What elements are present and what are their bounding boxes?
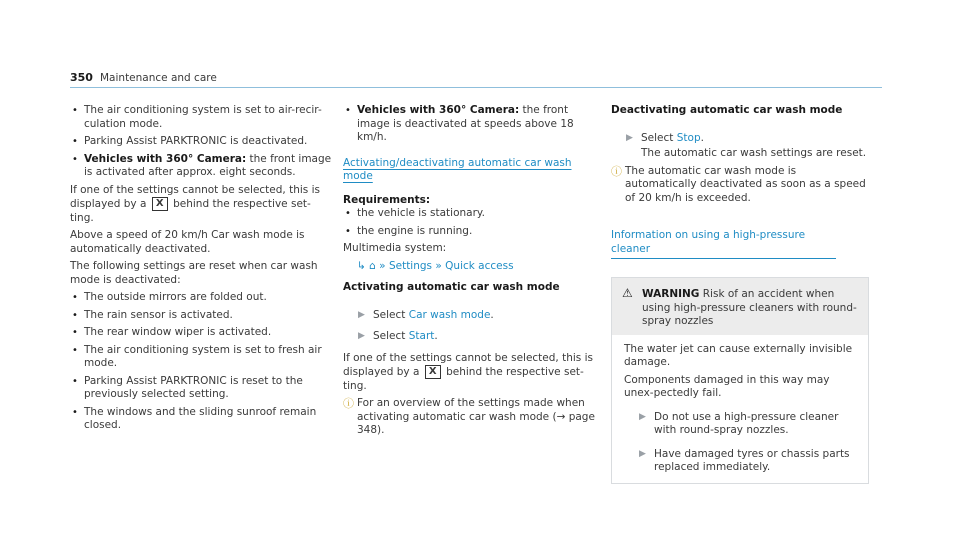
start-link[interactable]: Start xyxy=(408,330,435,342)
menu-settings[interactable]: Settings xyxy=(388,259,433,272)
step-triangle-icon: ▶ xyxy=(639,448,646,459)
home-icon[interactable]: ⌂ xyxy=(369,259,376,272)
bullet-icon: • xyxy=(72,292,78,303)
column-3 xyxy=(611,104,869,484)
column-1 xyxy=(70,104,332,437)
x-indicator-icon: X xyxy=(425,365,441,379)
menu-path xyxy=(343,260,598,274)
header-rule xyxy=(70,87,882,88)
bullet-icon: • xyxy=(72,105,78,116)
list-item: • Vehicles with 360° Camera: the front image is deactivated at speeds above 18 km/h. xyxy=(345,104,574,143)
car-wash-mode-link[interactable]: Car wash mode xyxy=(408,308,491,321)
section-heading-link[interactable]: Information on using a high-pressure cleaner xyxy=(611,229,836,259)
note-info-icon: ⓘ xyxy=(611,164,622,178)
step-triangle-icon: ▶ xyxy=(639,411,646,422)
sub-heading: Deactivating automatic car wash mode xyxy=(611,104,843,116)
list-item: • Parking Assist PARKTRONIC is reset to the previously selected setting. xyxy=(72,374,303,400)
double-chevron-icon: » xyxy=(435,259,442,272)
bullet-icon: • xyxy=(72,344,78,356)
return-arrow-icon: ↳ xyxy=(357,259,366,272)
paragraph: The following settings are reset when car wash mode is deactivated: xyxy=(70,260,318,286)
step-item: ▶ Select Start. xyxy=(358,330,438,342)
double-chevron-icon: » xyxy=(379,259,386,272)
warning-header: ⚠ WARNING Risk of an accident when using high-pressure cleaners with round-spray nozzles xyxy=(612,278,868,335)
requirements-label: Requirements: xyxy=(343,193,431,206)
bullet-icon: • xyxy=(72,406,78,418)
note: ⓘ The automatic car wash mode is automatically deactivated as soon as a speed of 20 km/h is exceeded. xyxy=(611,164,866,204)
x-indicator-icon: X xyxy=(152,197,168,211)
list-item: • The air conditioning system is set to fresh air mode. xyxy=(72,343,322,369)
bullet-icon: • xyxy=(72,136,78,147)
paragraph: If one of the settings cannot be selected, this is displayed by a X behind the respective set-ting. xyxy=(343,351,593,392)
list-item: • Parking Assist PARKTRONIC is deactivated. xyxy=(72,135,308,147)
bullet-icon: • xyxy=(345,225,351,237)
bullet-icon: • xyxy=(72,327,78,338)
list-item: • The air conditioning system is set to air-recir-culation mode. xyxy=(72,104,322,130)
menu-quick-access[interactable]: Quick access xyxy=(445,259,514,272)
step-triangle-icon: ▶ xyxy=(358,309,365,320)
step-item: ▶ Do not use a high-pressure cleaner with round-spray nozzles. xyxy=(639,410,839,436)
note-info-icon: ⓘ xyxy=(343,397,354,410)
section-title: Maintenance and care xyxy=(100,72,217,84)
bullet-icon: • xyxy=(72,153,78,165)
list-item: • The rain sensor is activated. xyxy=(72,308,233,321)
bullet-icon: • xyxy=(72,309,78,321)
step-result: The automatic car wash settings are reset. xyxy=(641,147,867,159)
list-item: • the engine is running. xyxy=(345,224,473,237)
multimedia-label: Multimedia system: xyxy=(343,242,447,254)
step-triangle-icon: ▶ xyxy=(358,331,365,341)
list-item: • The outside mirrors are folded out. xyxy=(72,291,267,303)
warning-body: The water jet can cause externally invisible damage. Components damaged in this way may unex-pectedly fail. ▶ Do not use a high-pressure cleaner with round-spray nozzles. ▶ Have damaged tyres or chassis parts replaced immediately. xyxy=(612,335,868,483)
note: ⓘ For an overview of the settings made when activating automatic car wash mode (→ page 348). xyxy=(343,397,595,436)
sub-heading: Activating automatic car wash mode xyxy=(343,281,560,293)
section-heading-link[interactable]: Activating/deactivating automatic car wash mode xyxy=(343,156,572,182)
step-item: ▶ Have damaged tyres or chassis parts replaced immediately. xyxy=(639,447,850,473)
bullet-icon: • xyxy=(72,375,78,387)
bullet-icon: • xyxy=(345,208,351,219)
step-item: ▶ Select Car wash mode. xyxy=(358,308,494,321)
stop-link[interactable]: Stop xyxy=(676,131,701,144)
bullet-icon: • xyxy=(345,105,351,116)
warning-triangle-icon: ⚠ xyxy=(622,286,633,300)
warning-label: WARNING xyxy=(642,288,700,300)
warning-box xyxy=(611,277,869,484)
list-item: • The windows and the sliding sunroof remain closed. xyxy=(72,405,317,431)
column-2 xyxy=(343,104,598,442)
step-triangle-icon: ▶ xyxy=(626,132,633,143)
list-item: • the vehicle is stationary. xyxy=(345,207,485,219)
paragraph: Above a speed of 20 km/h Car wash mode is automatically deactivated. xyxy=(70,229,305,255)
step-item: ▶ Select Stop. xyxy=(626,131,704,144)
paragraph: If one of the settings cannot be selected, this is displayed by a X behind the respective set-ting. xyxy=(70,183,320,224)
list-item: • The rear window wiper is activated. xyxy=(72,326,272,338)
page-number: 350 xyxy=(70,71,93,84)
list-item: • Vehicles with 360° Camera: the front image is activated after approx. eight seconds. xyxy=(72,152,332,178)
